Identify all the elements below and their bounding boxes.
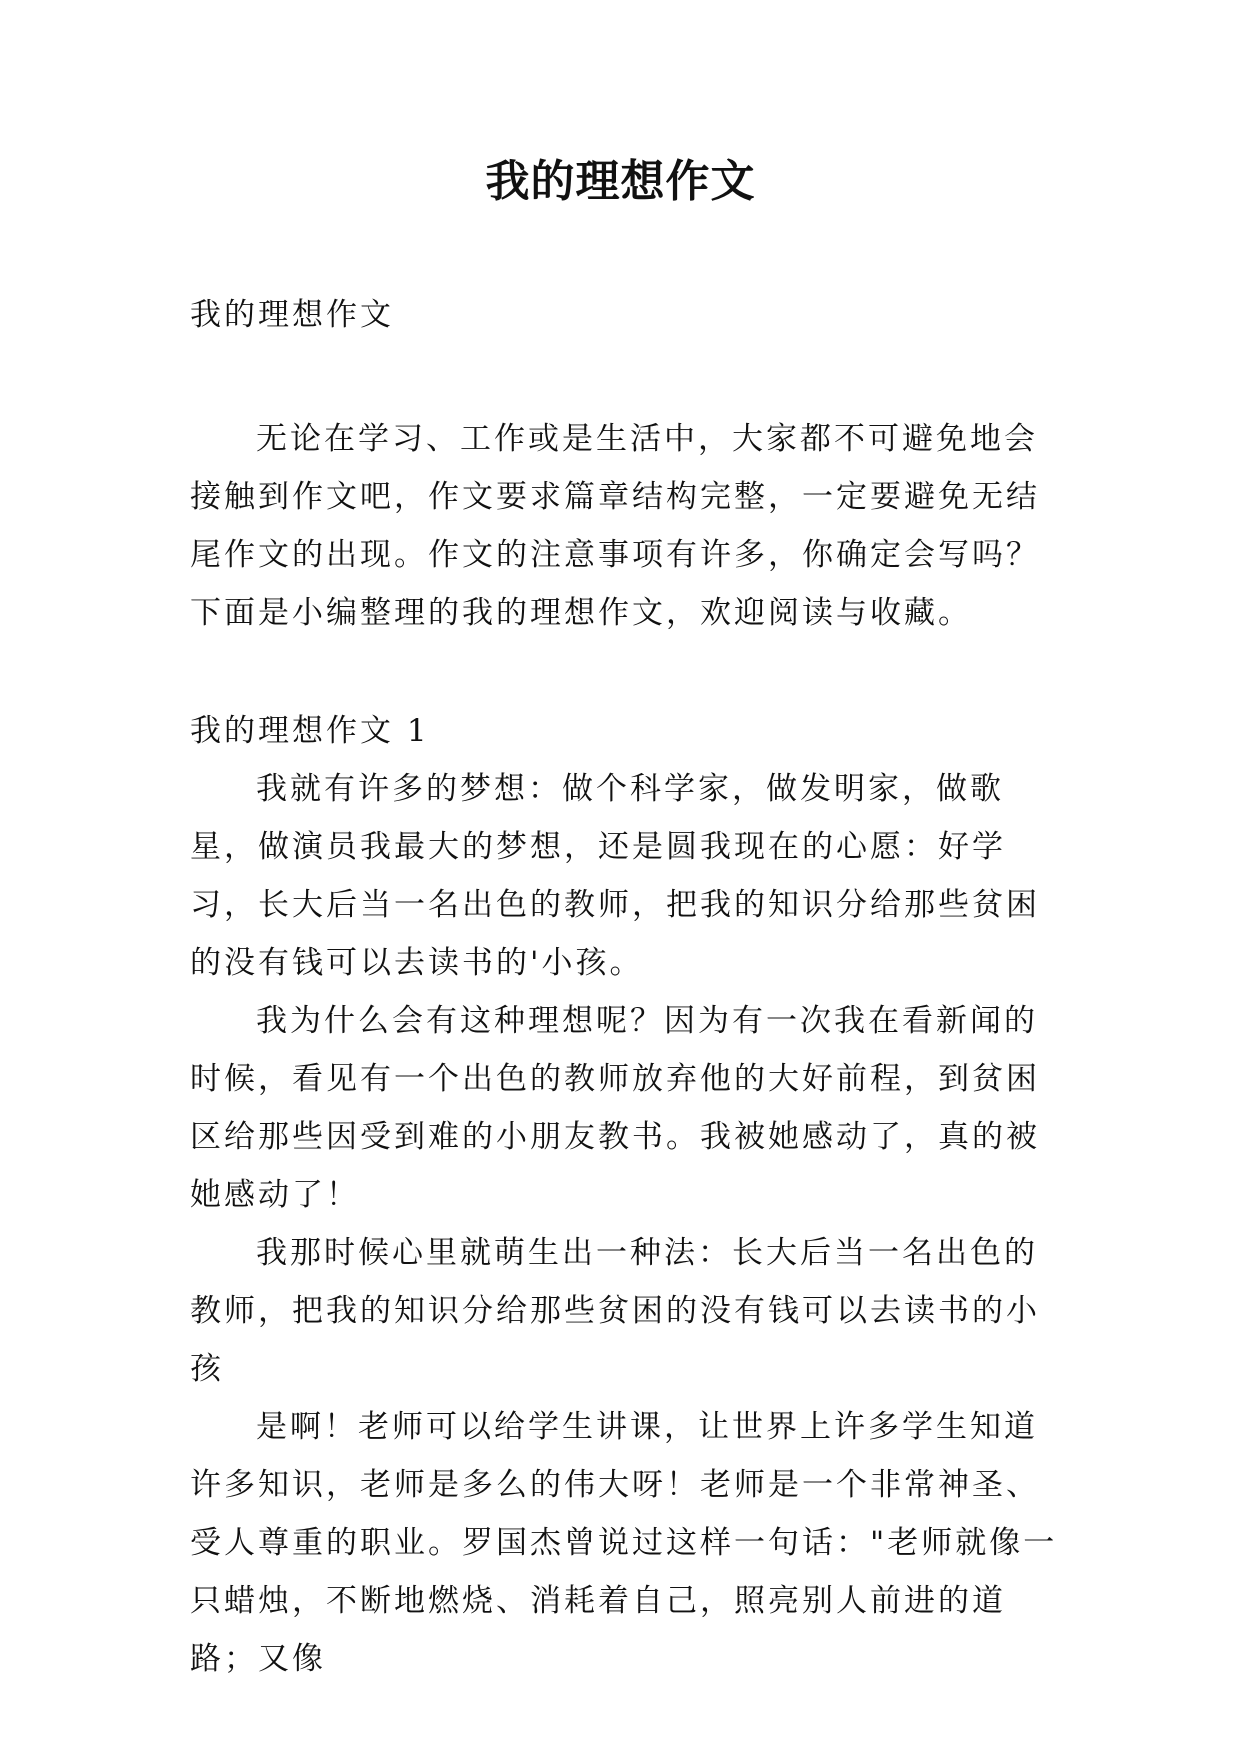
body-paragraph: 我那时候心里就萌生出一种法：长大后当一名出色的教师，把我的知识分给那些贫困的没有钱可以去读书的小孩: [190, 1235, 1040, 1387]
intro-paragraph: 无论在学习、工作或是生活中，大家都不可避免地会接触到作文吧，作文要求篇章结构完整，一定要避免无结尾作文的出现。作文的注意事项有许多，你确定会写吗？下面是小编整理的我的理想作文，欢迎阅读与收藏。: [190, 421, 1040, 631]
document-title: 我的理想作文: [485, 156, 756, 207]
body-paragraph: 我为什么会有这种理想呢？因为有一次我在看新闻的时候，看见有一个出色的教师放弃他的大好前程，到贫困区给那些因受到难的小朋友教书。我被她感动了，真的被她感动了！: [190, 1003, 1040, 1213]
body-paragraph: 我就有许多的梦想：做个科学家，做发明家，做歌星，做演员我最大的梦想，还是圆我现在的心愿：好学习，长大后当一名出色的教师，把我的知识分给那些贫困的没有钱可以去读书的'小孩。: [190, 771, 1040, 981]
section-heading: 我的理想作文 1: [190, 713, 430, 749]
body-paragraph: 是啊！老师可以给学生讲课，让世界上许多学生知道许多知识，老师是多么的伟大呀！老师是一个非常神圣、受人尊重的职业。罗国杰曾说过这样一句话："老师就像一只蜡烛，不断地燃烧、消耗着自己，照亮别人前进的道路；又像: [190, 1409, 1058, 1677]
document-body: [190, 286, 1060, 1688]
document-subtitle: 我的理想作文: [190, 297, 394, 333]
